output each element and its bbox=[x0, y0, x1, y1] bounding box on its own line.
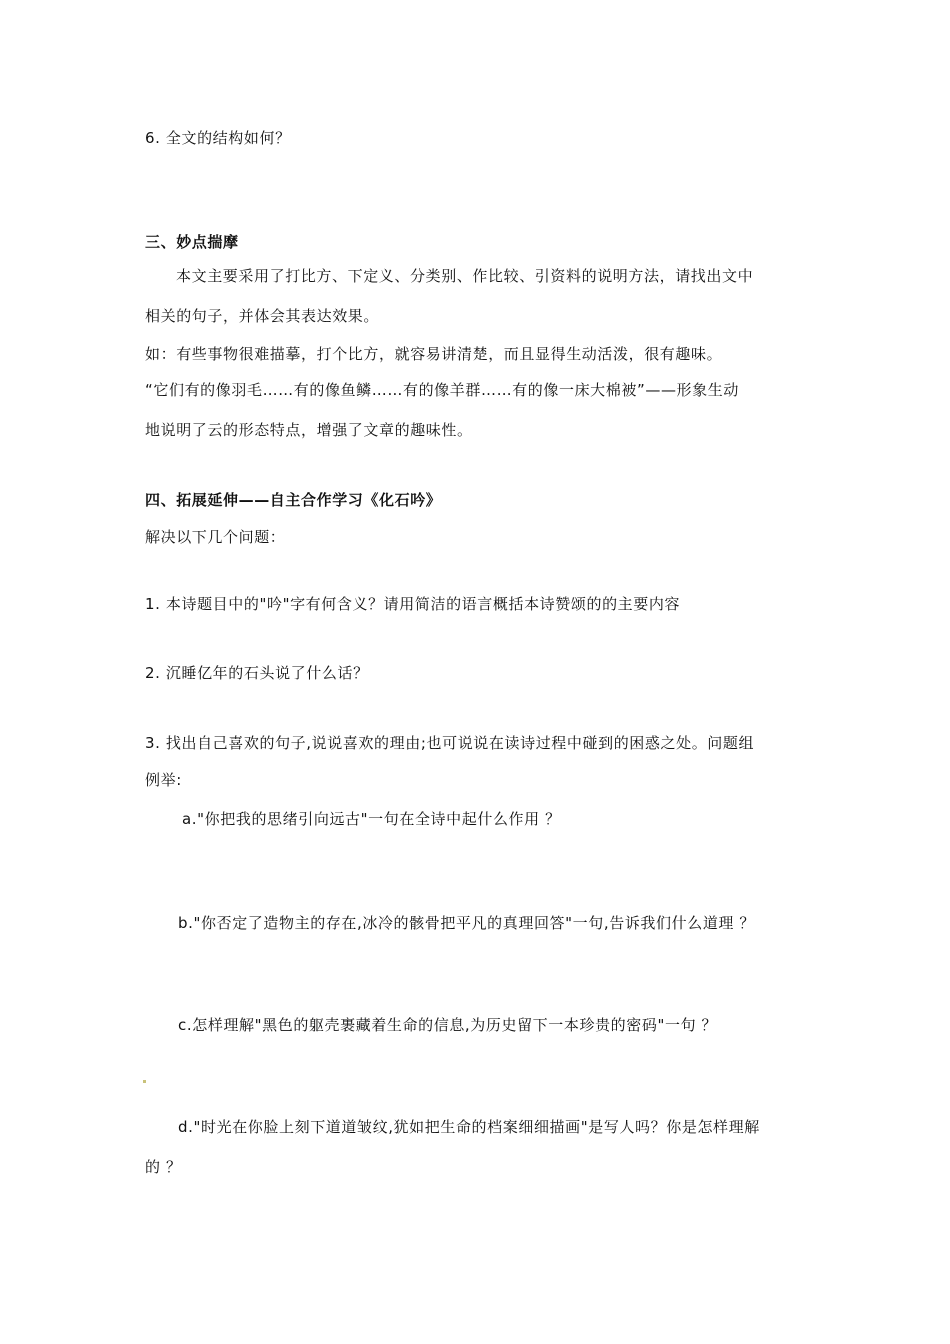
section-3-paragraph-line-2: 相关的句子，并体会其表达效果。 bbox=[145, 307, 380, 325]
sub-question-d-line-1: d."时光在你脸上刻下道道皱纹,犹如把生命的档案细细描画"是写人吗？你是怎样理解 bbox=[178, 1118, 760, 1136]
section-3-heading: 三、妙点揣摩 bbox=[145, 233, 239, 251]
sub-question-b: b."你否定了造物主的存在,冰冷的骸骨把平凡的真理回答"一句,告诉我们什么道理 ？ bbox=[178, 914, 755, 932]
question-1: 1. 本诗题目中的"吟"字有何含义？请用简洁的语言概括本诗赞颂的的主要内容 bbox=[145, 595, 681, 613]
stray-mark bbox=[143, 1080, 146, 1083]
section-3-example-line-3: 地说明了云的形态特点，增强了文章的趣味性。 bbox=[145, 421, 473, 439]
question-3-line-2: 例举: bbox=[145, 771, 182, 789]
question-2: 2. 沉睡亿年的石头说了什么话？ bbox=[145, 664, 369, 682]
question-6: 6. 全文的结构如何？ bbox=[145, 129, 291, 147]
sub-question-c: c.怎样理解"黑色的躯壳裹藏着生命的信息,为历史留下一本珍贵的密码"一句 ？ bbox=[178, 1016, 718, 1034]
section-3-paragraph-line-1: 本文主要采用了打比方、下定义、分类别、作比较、引资料的说明方法，请找出文中 bbox=[176, 267, 754, 285]
section-3-example-line-2: “它们有的像羽毛……有的像鱼鳞……有的像羊群……有的像一床大棉被”——形象生动 bbox=[145, 381, 739, 399]
section-4-intro: 解决以下几个问题： bbox=[145, 528, 286, 546]
section-3-example-line-1: 如：有些事物很难描摹，打个比方，就容易讲清楚，而且显得生动活泼，很有趣味。 bbox=[145, 345, 723, 363]
question-3-line-1: 3. 找出自己喜欢的句子,说说喜欢的理由;也可说说在读诗过程中碰到的困惑之处。问题组 bbox=[145, 734, 755, 752]
sub-question-a: a."你把我的思绪引向远古"一句在全诗中起什么作用 ？ bbox=[182, 810, 561, 828]
section-4-heading: 四、拓展延伸——自主合作学习《化石吟》 bbox=[145, 491, 442, 509]
sub-question-d-line-2: 的 ？ bbox=[145, 1158, 182, 1176]
